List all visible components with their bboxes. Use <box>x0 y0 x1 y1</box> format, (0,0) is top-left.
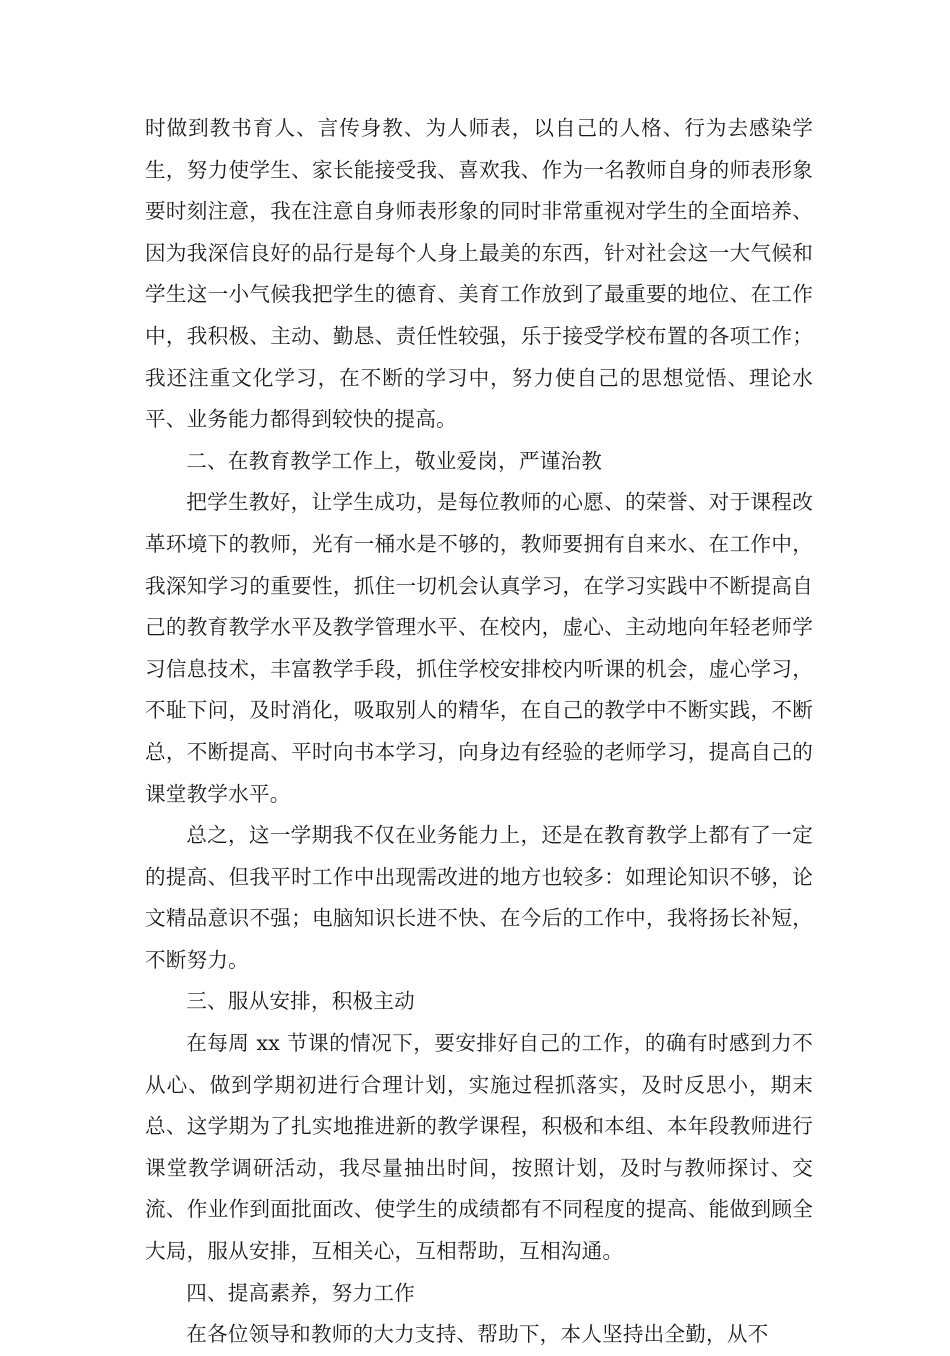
document-body <box>145 108 813 1356</box>
section-heading-2: 二、在教育教学工作上，敬业爱岗，严谨治教 <box>186 448 603 473</box>
paragraph-4: 在每周 xx 节课的情况下，要安排好自己的工作，的确有时感到力不从心、做到学期初进行合理计划，实施过程抓落实，及时反思小，期末总、这学期为了扎实地推进新的教学课程，积极和本组、本年段教师进行课堂教学调研活动，我尽量抽出时间，按照计划，及时与教师探讨、交流、作业作到面批面改、使学生的成绩都有不同程度的提高、能做到顾全大局，服从安排，互相关心，互相帮助，互相沟通。 <box>145 1031 813 1264</box>
paragraph-1: 时做到教书育人、言传身教、为人师表，以自己的人格、行为去感染学生，努力使学生、家长能接受我、喜欢我、作为一名教师自身的师表形象要时刻注意，我在注意自身师表形象的同时非常重视对学生的全面培养、因为我深信良好的品行是每个人身上最美的东西，针对社会这一大气候和学生这一小气候我把学生的德育、美育工作放到了最重要的地位、在工作中，我积极、主动、勤恳、责任性较强，乐于接受学校布置的各项工作；我还注重文化学习，在不断的学习中，努力使自己的思想觉悟、理论水平、业务能力都得到较快的提高。 <box>145 116 813 432</box>
paragraph-3: 总之，这一学期我不仅在业务能力上，还是在教育教学上都有了一定的提高、但我平时工作中出现需改进的地方也较多：如理论知识不够，论文精品意识不强；电脑知识长进不快、在今后的工作中，我将扬长补短，不断努力。 <box>145 823 813 972</box>
paragraph-5: 在各位领导和教师的大力支持、帮助下，本人坚持出全勤，从不 <box>186 1322 769 1347</box>
section-heading-4: 四、提高素养，努力工作 <box>186 1280 415 1305</box>
section-heading-3: 三、服从安排，积极主动 <box>186 989 415 1014</box>
paragraph-2: 把学生教好，让学生成功，是每位教师的心愿、的荣誉、对于课程改革环境下的教师，光有一桶水是不够的，教师要拥有自来水、在工作中，我深知学习的重要性，抓住一切机会认真学习，在学习实践中不断提高自己的教育教学水平及教学管理水平、在校内，虚心、主动地向年轻老师学习信息技术，丰富教学手段，抓住学校安排校内听课的机会，虚心学习，不耻下问，及时消化，吸取别人的精华，在自己的教学中不断实践，不断总，不断提高、平时向书本学习，向身边有经验的老师学习，提高自己的课堂教学水平。 <box>145 490 813 806</box>
